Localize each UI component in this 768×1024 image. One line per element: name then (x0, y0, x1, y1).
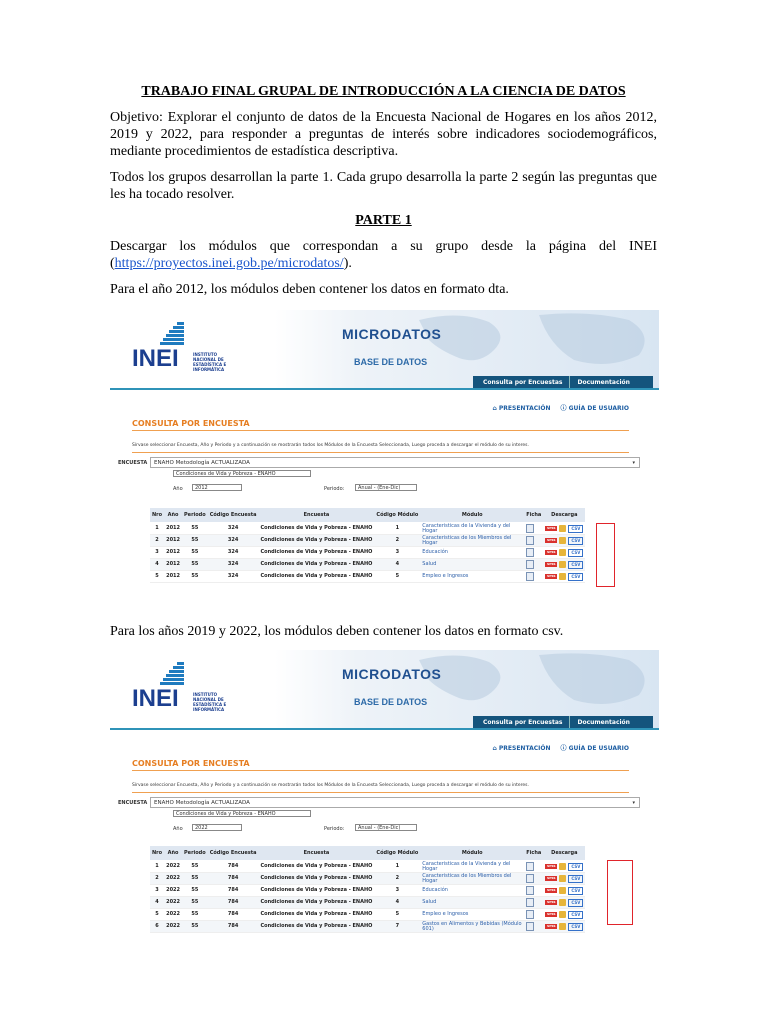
cell-anio: 2022 (164, 921, 182, 933)
instructions-text: Sírvase seleccionar Encuesta, Año y Periodo y a continuación se mostrarán todos los Módulos de la Encuesta Seleccionada, Luego proceda a descargar el módulo de su interes. (132, 443, 529, 448)
cell-cmod: 2 (374, 535, 420, 547)
cell-descarga (543, 523, 585, 535)
cell-descarga (543, 535, 585, 547)
cell-ficha (524, 571, 543, 583)
encuesta-select[interactable] (150, 797, 640, 808)
cell-cod: 784 (208, 873, 259, 885)
anio-label: Año (173, 826, 183, 832)
table-row (150, 909, 585, 921)
ficha-document-icon[interactable] (526, 862, 534, 871)
cell-cmod: 7 (374, 921, 420, 933)
consulta-panel (110, 390, 659, 588)
instructions-text: Sírvase seleccionar Encuesta, Año y Periodo y a continuación se mostrarán todos los Módulos de la Encuesta Seleccionada, Luego proceda a descargar el módulo de su interes. (132, 783, 529, 788)
cell-mod[interactable]: Educación (420, 547, 524, 559)
cell-descarga (543, 559, 585, 571)
document-body (110, 84, 657, 307)
presentacion-link[interactable]: ⌂ PRESENTACIÓN (492, 405, 551, 412)
inei-logo-subtitle: INSTITUTO NACIONAL DE ESTADÍSTICA E INFORMÁTICA (193, 352, 227, 372)
cell-per: 55 (182, 909, 208, 921)
column-header: Nro (150, 846, 164, 861)
stata-download-icon[interactable] (559, 561, 566, 568)
ficha-document-icon[interactable] (526, 874, 534, 883)
cell-enc: Condiciones de Vida y Pobreza - ENAHO (259, 873, 375, 885)
table-row (150, 559, 585, 571)
consulta-heading: CONSULTA POR ENCUESTA (132, 419, 250, 428)
download-paragraph (110, 238, 657, 272)
condiciones-select[interactable] (173, 470, 311, 477)
cell-descarga (543, 909, 585, 921)
cell-nro: 3 (150, 885, 164, 897)
guia-usuario-link[interactable]: ⓘ GUÍA DE USUARIO (560, 405, 629, 412)
csv-download-icon[interactable]: CSV (568, 875, 583, 883)
column-header: Periodo (182, 508, 208, 523)
cell-descarga (543, 861, 585, 873)
periodo-label: Periodo: (324, 826, 345, 832)
anio-label: Año (173, 486, 183, 492)
site-banner (110, 650, 659, 730)
objective-paragraph: Objetivo: Explorar el conjunto de datos de la Encuesta Nacional de Hogares en los años 2012, 2019 y 2022, para responder a preguntas de interés sobre indicadores sociodemográficos, mediante procedimientos de estadística descriptiva. (110, 110, 657, 159)
cell-per: 55 (182, 885, 208, 897)
column-header: Código Módulo (374, 508, 420, 523)
anio-select[interactable] (192, 484, 242, 491)
cell-per: 55 (182, 861, 208, 873)
column-header: Encuesta (259, 508, 375, 523)
spss-download-icon[interactable]: SPSS (547, 574, 556, 578)
condiciones-select-value: Condiciones de Vida y Pobreza - ENAHO (176, 471, 276, 477)
cell-nro: 1 (150, 861, 164, 873)
cell-mod[interactable]: Salud (420, 559, 524, 571)
cell-anio: 2022 (164, 873, 182, 885)
cell-anio: 2012 (164, 535, 182, 547)
divider (132, 792, 629, 793)
year-2012-paragraph: Para el año 2012, los módulos deben contener los datos en formato dta. (110, 282, 509, 297)
section-heading-parte1: PARTE 1 (355, 213, 412, 228)
column-header: Ficha (524, 846, 543, 861)
presentacion-link[interactable]: ⌂ PRESENTACIÓN (492, 745, 551, 752)
table-row (150, 547, 585, 559)
cell-ficha (524, 535, 543, 547)
table-row (150, 535, 585, 547)
world-map-graphic (399, 650, 659, 716)
table-row (150, 885, 585, 897)
nav-documentacion[interactable]: Documentación (569, 716, 630, 730)
inei-screenshot-2022 (110, 650, 659, 935)
csv-download-icon[interactable]: CSV (568, 537, 583, 545)
microdatos-title: MICRODATOS (342, 666, 442, 682)
cell-anio: 2012 (164, 571, 182, 583)
csv-download-icon[interactable]: CSV (568, 863, 583, 871)
stata-download-icon[interactable] (559, 911, 566, 918)
download-text: Descargar los módulos que correspondan a su grupo desde la página del INEI ( (110, 239, 657, 271)
spss-download-icon[interactable]: SPSS (547, 562, 556, 566)
cell-anio: 2012 (164, 523, 182, 535)
encuesta-select[interactable] (150, 457, 640, 468)
cell-cmod: 1 (374, 523, 420, 535)
modules-table (150, 508, 585, 583)
table-header (150, 508, 585, 523)
anio-select-value: 2022 (195, 825, 208, 831)
world-map-graphic (399, 310, 659, 376)
cell-enc: Condiciones de Vida y Pobreza - ENAHO (259, 547, 375, 559)
ficha-document-icon[interactable] (526, 886, 534, 895)
column-header: Código Encuesta (208, 508, 259, 523)
download-text-end: ). (343, 256, 352, 271)
stata-download-icon[interactable] (559, 887, 566, 894)
nav-documentacion[interactable]: Documentación (569, 376, 630, 390)
cell-ficha (524, 523, 543, 535)
cell-mod[interactable]: Salud (420, 897, 524, 909)
stata-download-icon[interactable] (559, 537, 566, 544)
cell-ficha (524, 547, 543, 559)
ficha-document-icon[interactable] (526, 898, 534, 907)
cell-nro: 2 (150, 873, 164, 885)
column-header: Ficha (524, 508, 543, 523)
cell-anio: 2022 (164, 909, 182, 921)
cell-per: 55 (182, 559, 208, 571)
cell-cod: 324 (208, 535, 259, 547)
cell-enc: Condiciones de Vida y Pobreza - ENAHO (259, 523, 375, 535)
spss-download-icon[interactable]: SPSS (547, 924, 556, 928)
chevron-down-icon: ▾ (632, 800, 635, 806)
cell-cmod: 3 (374, 885, 420, 897)
encuesta-label: ENCUESTA (118, 800, 148, 806)
top-links (483, 403, 629, 412)
cell-cmod: 4 (374, 897, 420, 909)
ficha-document-icon[interactable] (526, 922, 534, 931)
cell-descarga (543, 897, 585, 909)
csv-highlight-box (607, 860, 633, 925)
csv-download-icon[interactable]: CSV (568, 561, 583, 569)
spss-download-icon[interactable]: SPSS (547, 550, 556, 554)
base-de-datos-subtitle: BASE DE DATOS (354, 357, 428, 367)
cell-enc: Condiciones de Vida y Pobreza - ENAHO (259, 535, 375, 547)
condiciones-select[interactable] (173, 810, 311, 817)
chevron-down-icon: ▾ (632, 460, 635, 466)
stata-highlight-box (596, 523, 615, 587)
csv-download-icon[interactable]: CSV (568, 887, 583, 895)
consulta-heading: CONSULTA POR ENCUESTA (132, 759, 250, 768)
cell-descarga (543, 921, 585, 933)
periodo-select[interactable] (355, 484, 417, 491)
stata-download-icon[interactable] (559, 525, 566, 532)
spss-download-icon[interactable]: SPSS (547, 864, 556, 868)
cell-ficha (524, 897, 543, 909)
inei-logo-text: INEI (132, 345, 179, 372)
cell-mod[interactable]: Caracteristicas de los Miembros del Hogar (420, 873, 524, 885)
ficha-document-icon[interactable] (526, 548, 534, 557)
cell-cmod: 4 (374, 559, 420, 571)
periodo-select[interactable] (355, 824, 417, 831)
cell-mod[interactable]: Caracteristicas de los Miembros del Hogar (420, 535, 524, 547)
cell-enc: Condiciones de Vida y Pobreza - ENAHO (259, 861, 375, 873)
encuesta-select-value: ENAHO Metodología ACTUALIZADA (154, 800, 250, 806)
anio-select-value: 2012 (195, 485, 208, 491)
inei-link[interactable]: https://proyectos.inei.gob.pe/microdatos/ (114, 256, 344, 271)
nav-consulta-encuestas[interactable]: Consulta por Encuestas (483, 379, 563, 386)
cell-descarga (543, 885, 585, 897)
cell-cod: 784 (208, 909, 259, 921)
cell-mod[interactable]: Empleo e Ingresos (420, 909, 524, 921)
cell-nro: 5 (150, 909, 164, 921)
column-header: Código Encuesta (208, 846, 259, 861)
inei-logo-text: INEI (132, 685, 179, 712)
cell-descarga (543, 571, 585, 583)
site-banner (110, 310, 659, 390)
table-row (150, 861, 585, 873)
cell-nro: 3 (150, 547, 164, 559)
periodo-label: Periodo: (324, 486, 345, 492)
ficha-document-icon[interactable] (526, 524, 534, 533)
ficha-document-icon[interactable] (526, 560, 534, 569)
cell-cmod: 1 (374, 861, 420, 873)
spss-download-icon[interactable]: SPSS (547, 912, 556, 916)
consulta-panel (110, 730, 659, 935)
divider (132, 770, 629, 771)
periodo-select-value: Anual - (Ene-Dic) (358, 485, 401, 491)
cell-enc: Condiciones de Vida y Pobreza - ENAHO (259, 885, 375, 897)
table-header (150, 846, 585, 861)
csv-download-icon[interactable]: CSV (568, 549, 583, 557)
cell-ficha (524, 861, 543, 873)
cell-cod: 324 (208, 523, 259, 535)
cell-ficha (524, 909, 543, 921)
cell-cod: 324 (208, 547, 259, 559)
condiciones-select-value: Condiciones de Vida y Pobreza - ENAHO (176, 811, 276, 817)
table-row (150, 523, 585, 535)
csv-download-icon[interactable]: CSV (568, 923, 583, 931)
cell-nro: 5 (150, 571, 164, 583)
cell-nro: 4 (150, 897, 164, 909)
ficha-document-icon[interactable] (526, 572, 534, 581)
cell-cod: 784 (208, 885, 259, 897)
ficha-document-icon[interactable] (526, 910, 534, 919)
cell-per: 55 (182, 897, 208, 909)
modules-table (150, 846, 585, 933)
csv-download-icon[interactable]: CSV (568, 899, 583, 907)
table-row (150, 921, 585, 933)
groups-paragraph: Todos los grupos desarrollan la parte 1. Cada grupo desarrolla la parte 2 según las preguntas que les ha tocado resolver. (110, 170, 657, 202)
column-header: Descarga (543, 846, 585, 861)
column-header: Módulo (420, 508, 524, 523)
spss-download-icon[interactable]: SPSS (547, 888, 556, 892)
cell-cod: 784 (208, 897, 259, 909)
cell-cmod: 3 (374, 547, 420, 559)
cell-enc: Condiciones de Vida y Pobreza - ENAHO (259, 559, 375, 571)
cell-anio: 2022 (164, 885, 182, 897)
table-row (150, 897, 585, 909)
cell-nro: 6 (150, 921, 164, 933)
column-header: Año (164, 846, 182, 861)
cell-ficha (524, 559, 543, 571)
cell-per: 55 (182, 571, 208, 583)
cell-anio: 2012 (164, 547, 182, 559)
column-header: Nro (150, 508, 164, 523)
cell-enc: Condiciones de Vida y Pobreza - ENAHO (259, 897, 375, 909)
inei-logo-subtitle: INSTITUTO NACIONAL DE ESTADÍSTICA E INFORMÁTICA (193, 692, 227, 712)
stata-download-icon[interactable] (559, 863, 566, 870)
divider (132, 452, 629, 453)
cell-cod: 784 (208, 861, 259, 873)
cell-anio: 2022 (164, 861, 182, 873)
table-row (150, 873, 585, 885)
cell-per: 55 (182, 873, 208, 885)
cell-mod[interactable]: Educación (420, 885, 524, 897)
cell-mod[interactable]: Empleo e Ingresos (420, 571, 524, 583)
spss-download-icon[interactable]: SPSS (547, 538, 556, 542)
cell-cod: 324 (208, 559, 259, 571)
spss-download-icon[interactable]: SPSS (547, 526, 556, 530)
cell-descarga (543, 547, 585, 559)
cell-per: 55 (182, 535, 208, 547)
column-header: Módulo (420, 846, 524, 861)
cell-nro: 4 (150, 559, 164, 571)
guia-usuario-link[interactable]: ⓘ GUÍA DE USUARIO (560, 745, 629, 752)
cell-ficha (524, 921, 543, 933)
periodo-select-value: Anual - (Ene-Dic) (358, 825, 401, 831)
csv-download-icon[interactable]: CSV (568, 573, 583, 581)
cell-enc: Condiciones de Vida y Pobreza - ENAHO (259, 909, 375, 921)
cell-mod[interactable]: Caracteristicas de la Vivienda y del Hogar (420, 861, 524, 873)
cell-nro: 2 (150, 535, 164, 547)
stata-download-icon[interactable] (559, 875, 566, 882)
cell-descarga (543, 873, 585, 885)
document-title: TRABAJO FINAL GRUPAL DE INTRODUCCIÓN A LA CIENCIA DE DATOS (141, 84, 626, 99)
column-header: Descarga (543, 508, 585, 523)
cell-mod[interactable]: Caracteristicas de la Vivienda y del Hogar (420, 523, 524, 535)
stata-download-icon[interactable] (559, 899, 566, 906)
top-links (483, 743, 629, 752)
encuesta-label: ENCUESTA (118, 460, 148, 466)
cell-cmod: 5 (374, 571, 420, 583)
cell-per: 55 (182, 921, 208, 933)
nav-consulta-encuestas[interactable]: Consulta por Encuestas (483, 719, 563, 726)
anio-select[interactable] (192, 824, 242, 831)
column-header: Encuesta (259, 846, 375, 861)
year-2019-2022-paragraph: Para los años 2019 y 2022, los módulos deben contener los datos en formato csv. (110, 624, 564, 639)
csv-download-icon[interactable]: CSV (568, 911, 583, 919)
encuesta-select-value: ENAHO Metodología ACTUALIZADA (154, 460, 250, 466)
cell-cmod: 2 (374, 873, 420, 885)
stata-download-icon[interactable] (559, 923, 566, 930)
cell-enc: Condiciones de Vida y Pobreza - ENAHO (259, 921, 375, 933)
cell-anio: 2022 (164, 897, 182, 909)
ficha-document-icon[interactable] (526, 536, 534, 545)
base-de-datos-subtitle: BASE DE DATOS (354, 697, 428, 707)
cell-per: 55 (182, 523, 208, 535)
csv-download-icon[interactable]: CSV (568, 525, 583, 533)
stata-download-icon[interactable] (559, 549, 566, 556)
column-header: Código Módulo (374, 846, 420, 861)
spss-download-icon[interactable]: SPSS (547, 900, 556, 904)
column-header: Año (164, 508, 182, 523)
inei-screenshot-2012 (110, 310, 659, 588)
cell-per: 55 (182, 547, 208, 559)
cell-mod[interactable]: Gastos en Alimentos y Bebidas (Módulo 601) (420, 921, 524, 933)
cell-ficha (524, 885, 543, 897)
cell-cod: 324 (208, 571, 259, 583)
divider (132, 430, 629, 431)
stata-download-icon[interactable] (559, 573, 566, 580)
cell-enc: Condiciones de Vida y Pobreza - ENAHO (259, 571, 375, 583)
cell-nro: 1 (150, 523, 164, 535)
cell-cod: 784 (208, 921, 259, 933)
cell-anio: 2012 (164, 559, 182, 571)
cell-ficha (524, 873, 543, 885)
microdatos-title: MICRODATOS (342, 326, 442, 342)
cell-cmod: 5 (374, 909, 420, 921)
spss-download-icon[interactable]: SPSS (547, 876, 556, 880)
column-header: Periodo (182, 846, 208, 861)
table-row (150, 571, 585, 583)
